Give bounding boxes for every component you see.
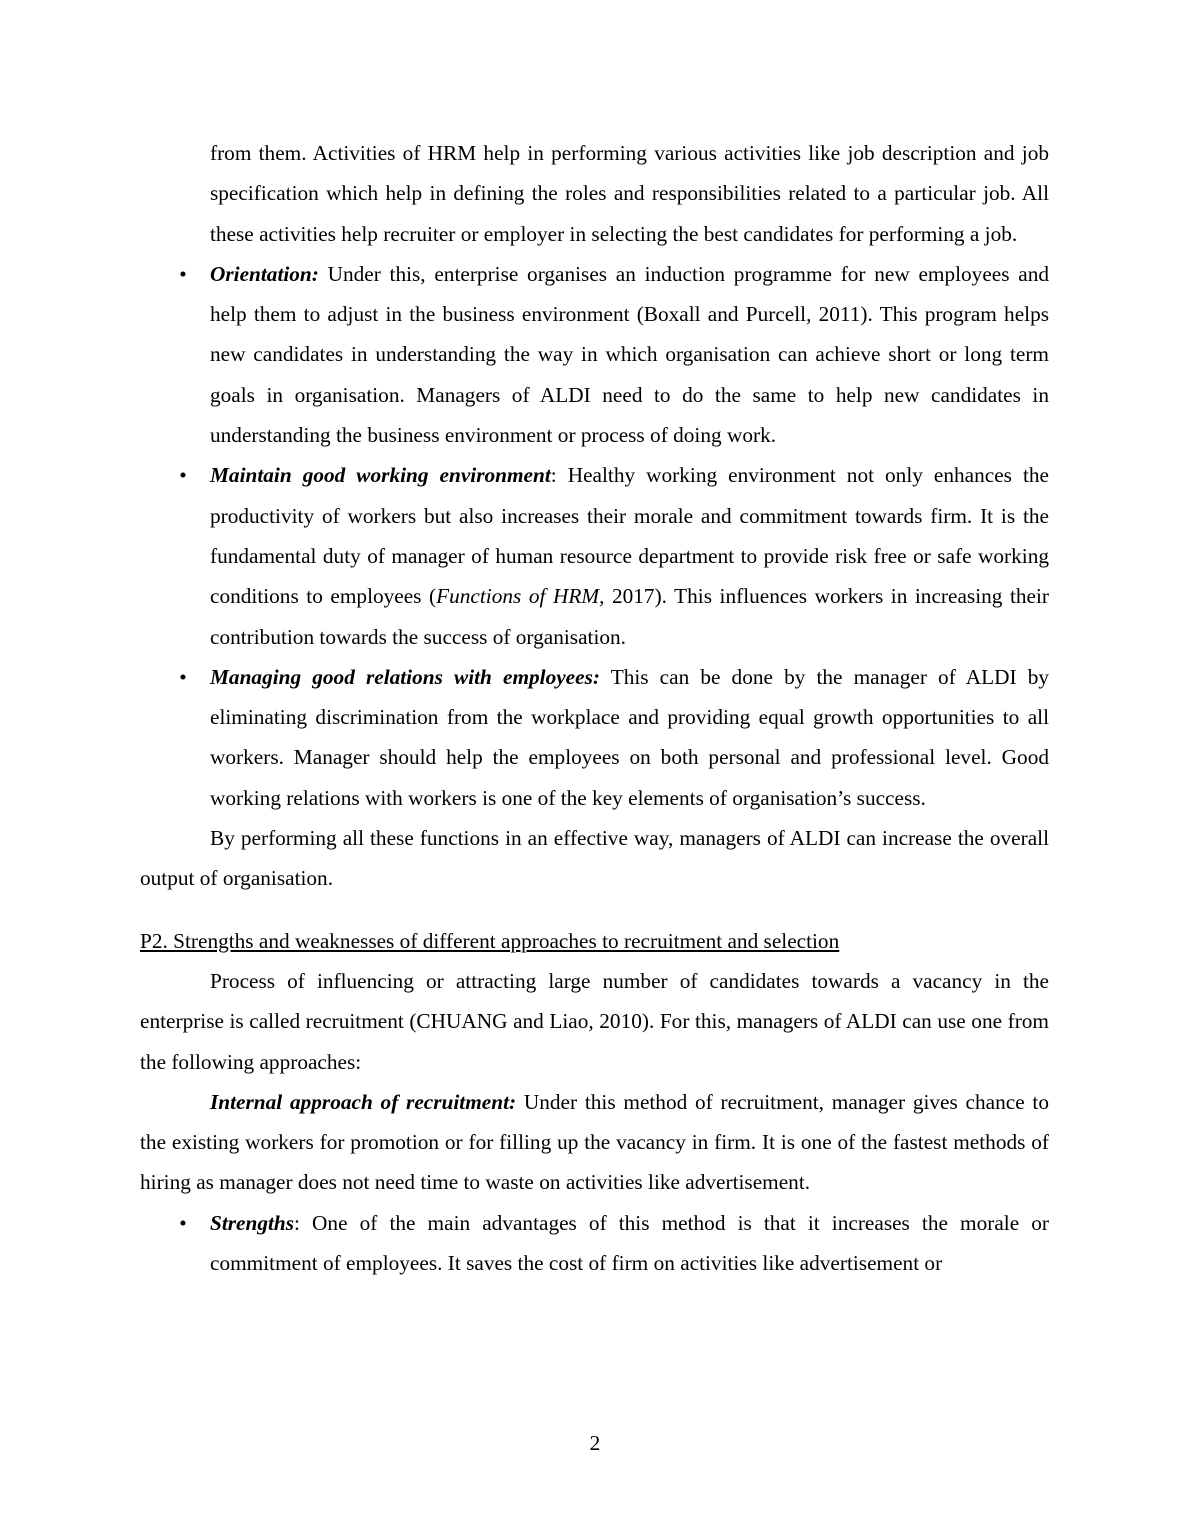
citation-title: Functions of HRM, bbox=[436, 584, 605, 609]
document-page bbox=[140, 133, 1049, 1283]
bullet-marker: • bbox=[179, 463, 187, 488]
bullet-marker: • bbox=[179, 664, 187, 689]
page-number: 2 bbox=[589, 1431, 601, 1455]
bullet-marker: • bbox=[179, 1210, 187, 1235]
bullet-working-environment bbox=[179, 455, 1049, 656]
continuation-paragraph: from them. Activities of HRM help in performing various activities like job description and job specification which help in defining the roles and responsibilities related to a particular job. All these activities help recruiter or employer in selecting the best candidates for performing a job. bbox=[210, 141, 1049, 246]
bullet-body: Under this, enterprise organises an induction programme for new employees and help them to adjust in the business environment (Boxall and Purcell, 2011). This program helps new candidates in understanding the way in which organisation can achieve short or long term goals in organisation. Managers of ALDI need to do the same to help new candidates in understanding the business environment or process of doing work. bbox=[210, 261, 1049, 448]
bullet-orientation bbox=[179, 254, 1049, 455]
bullet-term: Orientation: bbox=[210, 261, 319, 286]
bullet-body-end: 2017). This influences workers in increasing their contribution towards the success of organisation. bbox=[210, 584, 1049, 649]
closing-paragraph: By performing all these functions in an effective way, managers of ALDI can increase the overall output of organisation. bbox=[140, 826, 1049, 891]
bullet-term: Strengths bbox=[210, 1210, 295, 1235]
bullet-marker: • bbox=[179, 261, 187, 286]
bullet-employee-relations bbox=[179, 657, 1049, 818]
intro-paragraph: Process of influencing or attracting large number of candidates towards a vacancy in the enterprise is called recruitment (CHUANG and Liao, 2010). For this, managers of ALDI can use one from the following approaches: bbox=[140, 968, 1049, 1074]
bullet-term: Maintain good working environment bbox=[210, 463, 551, 488]
internal-approach-term: Internal approach of recruitment: bbox=[210, 1089, 517, 1114]
internal-approach-paragraph bbox=[140, 1082, 1049, 1203]
bullet-body: : One of the main advantages of this method is that it increases the morale or commitment of employees. It saves the cost of firm on activities like advertisement or bbox=[210, 1210, 1049, 1276]
section-heading: P2. Strengths and weaknesses of different approaches to recruitment and selection bbox=[140, 928, 840, 953]
bullet-body: : Healthy working environment not only enhances the productivity of workers but also increases their morale and commitment towards firm. It is the fundamental duty of manager of human resource department to provide risk free or safe working conditions to employees ( bbox=[210, 463, 1049, 609]
bullet-body: This can be done by the manager of ALDI by eliminating discrimination from the workplace and providing equal growth opportunities to all workers. Manager should help the employees on both personal and professional level. Good working relations with workers is one of the key elements of organisation’s success. bbox=[210, 664, 1049, 810]
bullet-term: Managing good relations with employees: bbox=[210, 664, 600, 689]
internal-approach-body: Under this method of recruitment, manager gives chance to the existing workers for promotion or for filling up the vacancy in firm. It is one of the fastest methods of hiring as manager does not need time to waste on activities like advertisement. bbox=[140, 1089, 1049, 1195]
bullet-strengths bbox=[179, 1203, 1049, 1284]
